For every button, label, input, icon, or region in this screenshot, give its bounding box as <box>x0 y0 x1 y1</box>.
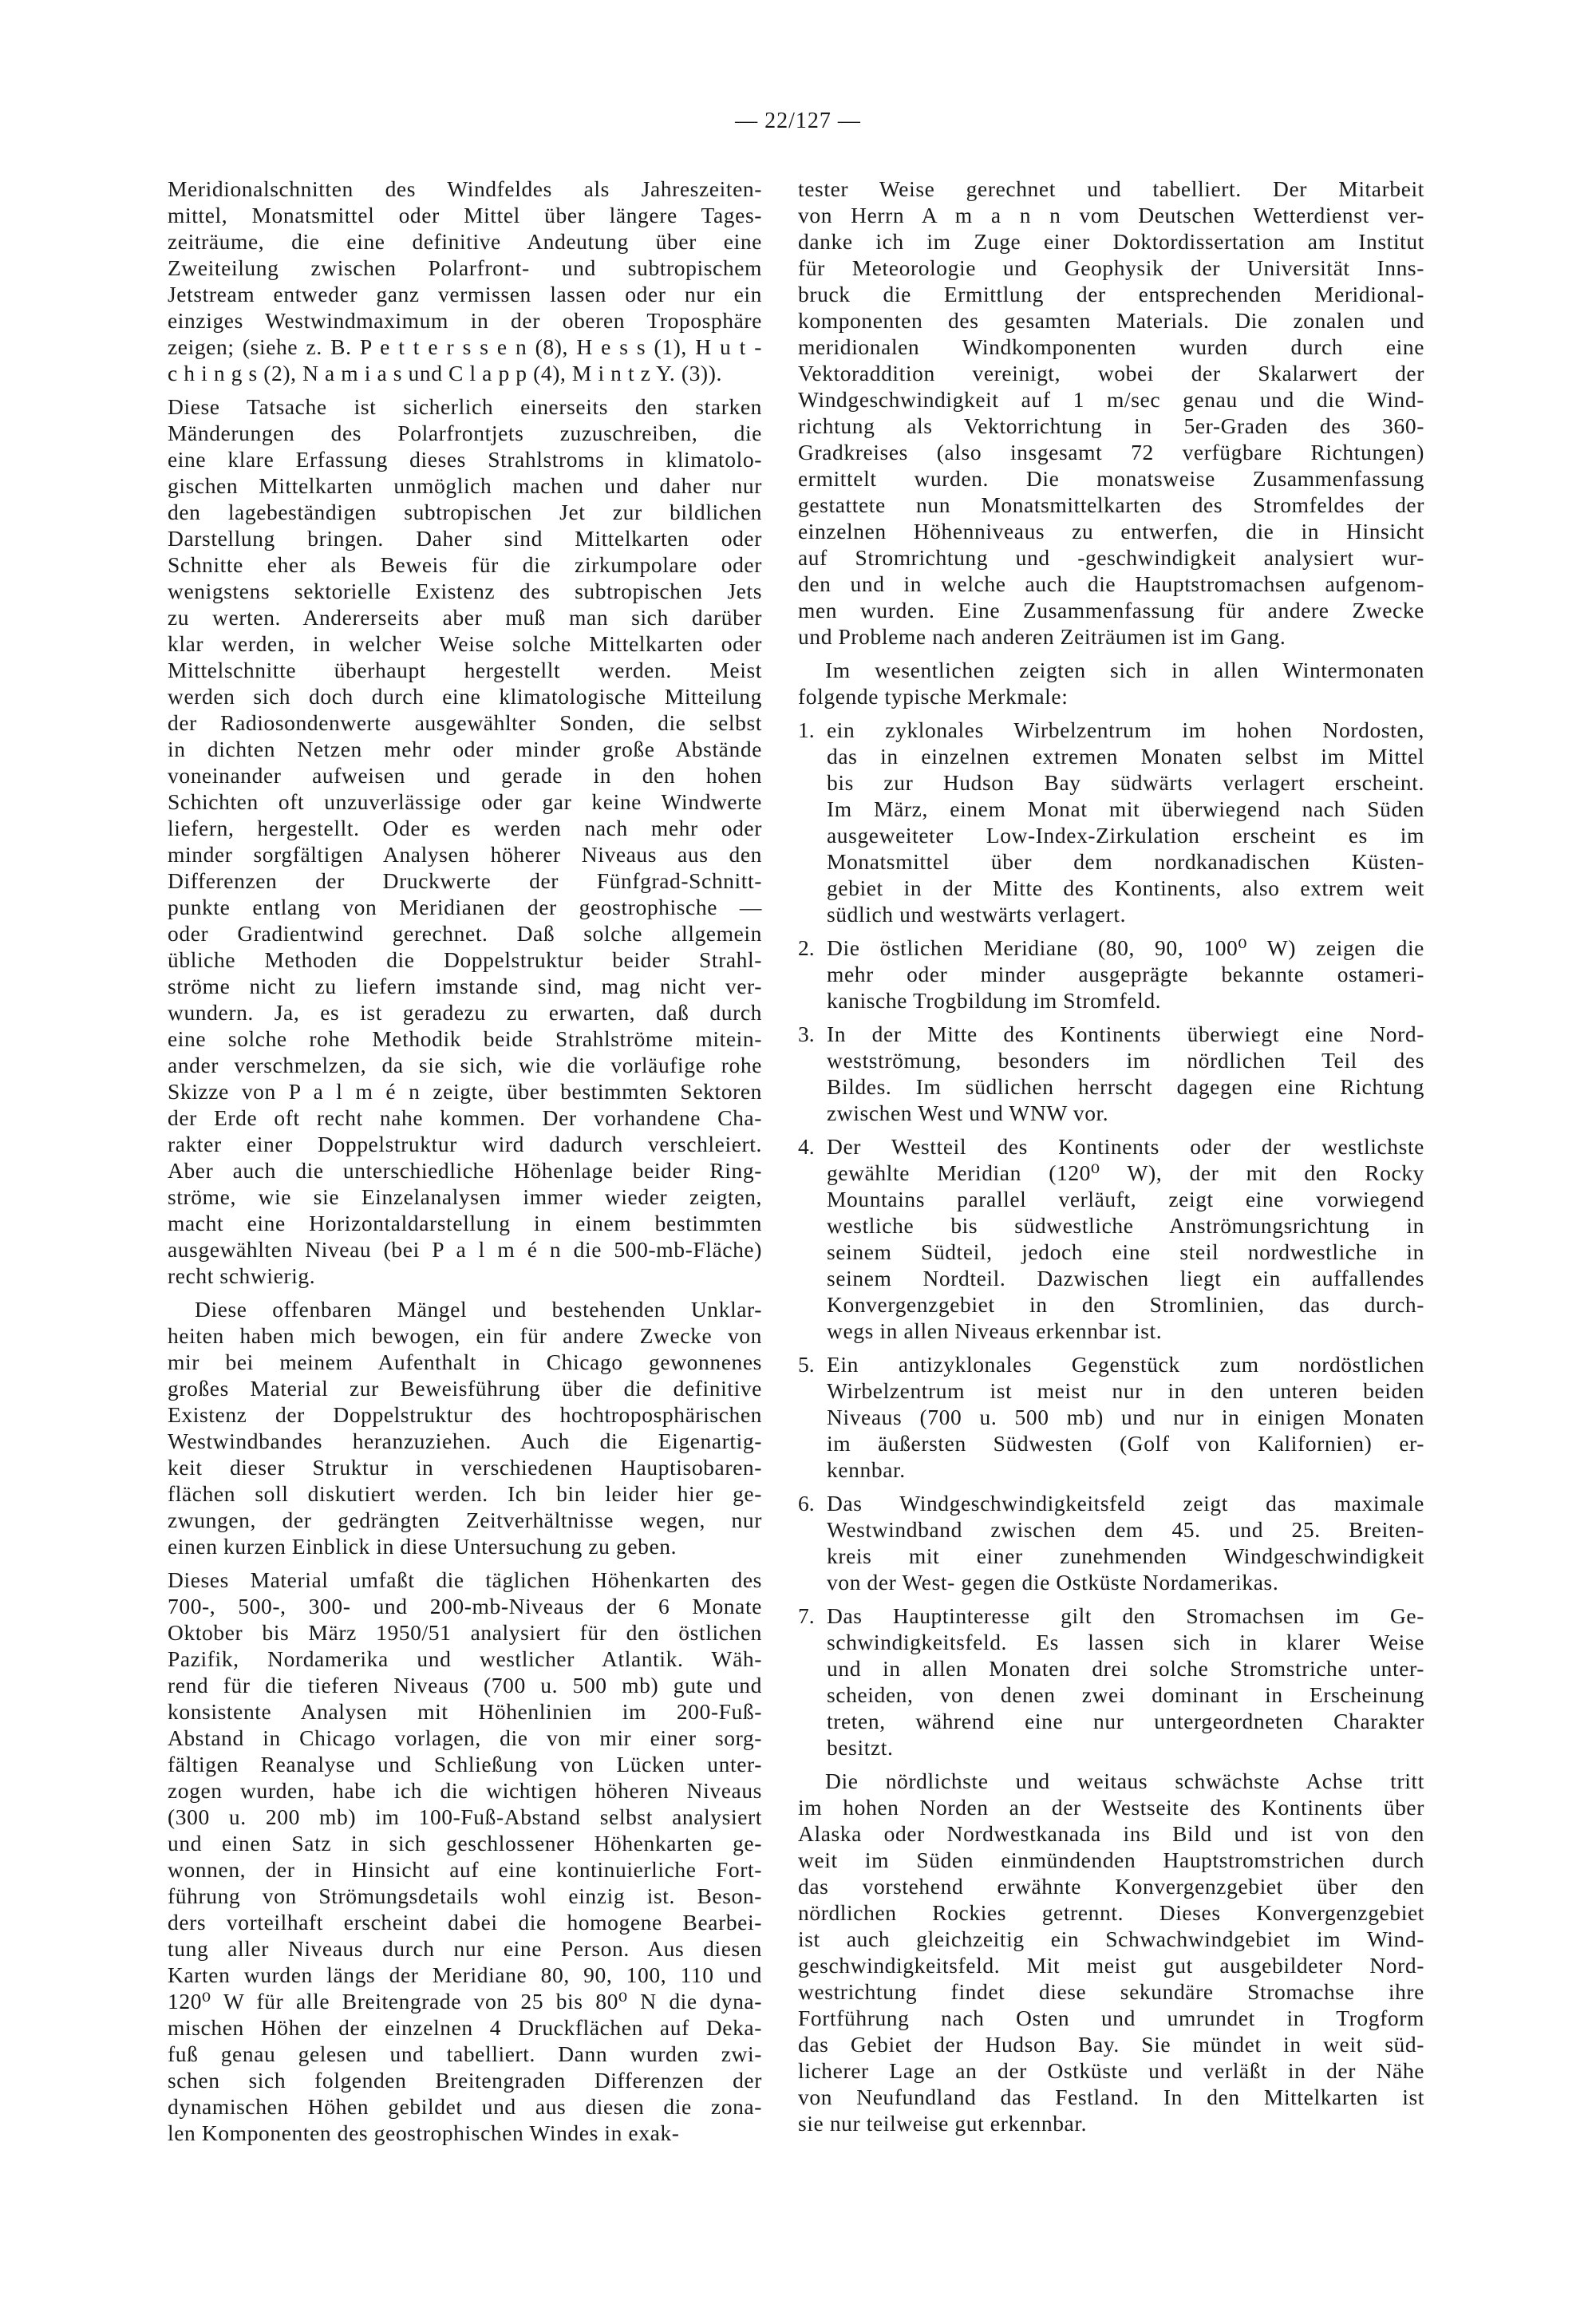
paragraph <box>798 657 1424 709</box>
text-line: kennbar. <box>827 1457 906 1482</box>
text-line: Oktober bis März 1950/51 analysiert für den östlichen <box>168 1620 762 1645</box>
text-line: wenigstens sektorielle Existenz des subtropischen Jets <box>168 579 762 603</box>
text-line: licherer Lage an der Ostküste und verläßt in der Nähe <box>798 2058 1424 2083</box>
right-column <box>798 176 1424 2144</box>
text-line: Mountains parallel verläuft, zeigt eine vorwiegend <box>827 1187 1424 1211</box>
text-line: tester Weise gerechnet und tabelliert. Der Mitarbeit <box>798 176 1424 201</box>
text-line: dynamischen Höhen gebildet und aus diesen die zona- <box>168 2094 762 2119</box>
text-line: zwischen West und WNW vor. <box>827 1101 1109 1125</box>
text-line: danke ich im Zuge einer Doktordissertation am Institut <box>798 229 1424 254</box>
list-item-number: 2. <box>798 935 815 960</box>
text-line: Windgeschwindigkeit auf 1 m/sec genau und die Wind- <box>798 387 1424 412</box>
text-line: mir bei meinem Aufenthalt in Chicago gewonnenes <box>168 1350 762 1374</box>
text-line: im hohen Norden an der Westseite des Kontinents über <box>798 1795 1424 1820</box>
text-line: das vorstehend erwähnte Konvergenzgebiet über den <box>798 1874 1424 1899</box>
text-line: Wirbelzentrum ist meist nur in den unteren beiden <box>827 1378 1424 1403</box>
list-item-number: 1. <box>798 717 815 742</box>
text-line: von Neufundland das Festland. In den Mittelkarten ist <box>798 2085 1424 2109</box>
text-line: kreis mit einer zunehmenden Windgeschwindigkeit <box>827 1543 1424 1568</box>
text-line: Abstand in Chicago vorlagen, die von mir einer sorg- <box>168 1725 762 1750</box>
text-line: Dieses Material umfaßt die täglichen Höhenkarten des <box>168 1567 762 1592</box>
list-item-number: 6. <box>798 1491 815 1516</box>
text-line: Mänderungen des Polarfrontjets zuzuschreiben, die <box>168 421 762 445</box>
text-line: tung aller Niveaus durch nur eine Person. Aus diesen <box>168 1936 762 1961</box>
text-line: von Herrn A m a n n vom Deutschen Wetterdienst ver- <box>798 203 1424 227</box>
text-line: Karten wurden längs der Meridiane 80, 90, 100, 110 und <box>168 1962 762 1987</box>
text-line: westströmung, besonders im nördlichen Teil des <box>827 1048 1424 1073</box>
text-line: Im März, einem Monat mit überwiegend nach Süden <box>827 796 1424 821</box>
text-line: Schnitte eher als Beweis für die zirkumpolare oder <box>168 552 762 577</box>
text-line: großes Material zur Beweisführung über die definitive <box>168 1376 762 1401</box>
text-line: wonnen, der in Hinsicht auf eine kontinuierliche Fort- <box>168 1857 762 1882</box>
text-line: besitzt. <box>827 1735 894 1760</box>
text-line: ders vorteilhaft erscheint dabei die homogene Bearbei- <box>168 1910 762 1935</box>
text-line: ermittelt wurden. Die monatsweise Zusammenfassung <box>798 466 1424 491</box>
text-line: zogen wurden, habe ich die wichtigen höheren Niveaus <box>168 1778 762 1803</box>
text-line: südlich und westwärts verlagert. <box>827 902 1127 927</box>
text-line: weit im Süden einmündenden Hauptstromstrichen durch <box>798 1848 1424 1872</box>
text-line: Im wesentlichen zeigten sich in allen Wintermonaten <box>825 658 1424 682</box>
text-line: fältigen Reanalyse und Schließung von Lücken unter- <box>168 1752 762 1776</box>
text-line: Das Windgeschwindigkeitsfeld zeigt das maximale <box>827 1491 1424 1516</box>
list-item <box>798 1603 1424 1761</box>
text-line: einzelnen Höhenniveaus zu entwerfen, die in Hinsicht <box>798 519 1424 543</box>
paragraph <box>168 1567 762 2146</box>
text-line: das Gebiet der Hudson Bay. Sie mündet in weit süd- <box>798 2032 1424 2057</box>
list-item <box>798 1351 1424 1483</box>
text-line: ausgewählten Niveau (bei P a l m é n die 500-mb-Fläche) <box>168 1237 762 1262</box>
text-line: einen kurzen Einblick in diese Untersuchung zu geben. <box>168 1534 678 1559</box>
text-line: Niveaus (700 u. 500 mb) und nur in einigen Monaten <box>827 1405 1424 1429</box>
text-line: kanische Trogbildung im Stromfeld. <box>827 988 1162 1013</box>
list-item <box>798 935 1424 1014</box>
text-line: 700-, 500-, 300- und 200-mb-Niveaus der 6 Monate <box>168 1594 762 1618</box>
list-item-number: 5. <box>798 1352 815 1377</box>
text-line: liefern, hergestellt. Oder es werden nach mehr oder <box>168 816 762 840</box>
text-line: von der West- gegen die Ostküste Nordamerikas. <box>827 1570 1279 1595</box>
text-line: Pazifik, Nordamerika und westlicher Atlantik. Wäh- <box>168 1646 762 1671</box>
text-line: zeigen; (siehe z. B. P e t t e r s s e n (8), H e s s (1), H u t - <box>168 334 762 359</box>
text-line: Westwindband zwischen dem 45. und 25. Breiten- <box>827 1517 1424 1542</box>
text-line: gischen Mittelkarten unmöglich machen und daher nur <box>168 473 762 498</box>
text-line: mischen Höhen der einzelnen 4 Druckflächen auf Deka- <box>168 2015 762 2040</box>
text-line: übliche Methoden die Doppelstruktur beider Strahl- <box>168 947 762 972</box>
text-line: Alaska oder Nordwestkanada ins Bild und ist von den <box>798 1821 1424 1846</box>
text-line: mehr oder minder ausgeprägte bekannte ostameri- <box>827 962 1424 986</box>
text-line: Differenzen der Druckwerte der Fünfgrad-Schnitt- <box>168 868 762 893</box>
text-line: eine solche rohe Methodik beide Strahlströme mitein- <box>168 1026 762 1051</box>
text-line: westliche bis südwestliche Anströmungsrichtung in <box>827 1213 1424 1238</box>
text-line: oder Gradientwind gerechnet. Daß solche allgemein <box>168 921 762 946</box>
text-line: eine klare Erfassung dieses Strahlstroms in klimatolo- <box>168 447 762 472</box>
text-line: das in einzelnen extremen Monaten selbst im Mittel <box>827 744 1424 769</box>
list-item-number: 7. <box>798 1603 815 1628</box>
text-line: treten, während eine nur untergeordneten Charakter <box>827 1709 1424 1733</box>
text-line: flächen soll diskutiert werden. Ich bin leider hier ge- <box>168 1481 762 1506</box>
text-line: bis zur Hudson Bay südwärts verlagert erscheint. <box>827 770 1424 795</box>
list-item <box>798 1133 1424 1344</box>
text-line: rakter einer Doppelstruktur wird dadurch verschleiert. <box>168 1132 762 1156</box>
text-line: Die östlichen Meridiane (80, 90, 100⁰ W) zeigen die <box>827 935 1424 960</box>
text-line: richtung als Vektorrichtung in 5er-Graden des 360- <box>798 413 1424 438</box>
text-line: Schichten oft unzuverlässige oder gar keine Windwerte <box>168 789 762 814</box>
paragraph <box>798 1768 1424 2136</box>
text-line: für Meteorologie und Geophysik der Universität Inns- <box>798 255 1424 280</box>
text-line: führung von Strömungsdetails wohl einzig ist. Beson- <box>168 1883 762 1908</box>
text-line: sie nur teilweise gut erkennbar. <box>798 2111 1088 2136</box>
text-line: Die nördlichste und weitaus schwächste Achse tritt <box>825 1769 1424 1793</box>
text-line: im äußersten Südwesten (Golf von Kalifornien) er- <box>827 1431 1424 1456</box>
text-line: zu werten. Andererseits aber muß man sich darüber <box>168 605 762 630</box>
text-line: gebiet in der Mitte des Kontinents, also extrem weit <box>827 875 1424 900</box>
text-line: westrichtung findet diese sekundäre Stromachse ihre <box>798 1979 1424 2004</box>
text-line: c h i n g s (2), N a m i a s und C l a p p (4), M i n t z Y. (3)). <box>168 361 722 385</box>
list-item <box>798 1021 1424 1126</box>
text-line: der Radiosondenwerte ausgewählter Sonden, die selbst <box>168 710 762 735</box>
text-line: ströme nicht zu liefern imstande sind, mag nicht ver- <box>168 974 762 998</box>
page-number: — 22/127 — <box>735 109 861 133</box>
text-line: nördlichen Rockies getrennt. Dieses Konvergenzgebiet <box>798 1900 1424 1925</box>
text-line: Zweiteilung zwischen Polarfront- und subtropischem <box>168 255 762 280</box>
text-line: klar werden, in welcher Weise solche Mittelkarten oder <box>168 631 762 656</box>
text-line: heiten haben mich bewogen, ein für andere Zwecke von <box>168 1323 762 1348</box>
text-line: 120⁰ W für alle Breitengrade von 25 bis 80⁰ N die dyna- <box>168 1989 762 2014</box>
text-line: Existenz der Doppelstruktur des hochtroposphärischen <box>168 1402 762 1427</box>
text-line: Fortführung nach Osten und umrundet in Trogform <box>798 2006 1424 2030</box>
paragraph <box>168 393 762 1289</box>
text-line: voneinander aufweisen und gerade in den hohen <box>168 763 762 788</box>
text-line: ander verschmelzen, da sie sich, wie die vorläufige rohe <box>168 1053 762 1077</box>
text-line: der Erde oft recht nahe kommen. Der vorhandene Cha- <box>168 1105 762 1130</box>
text-line: men wurden. Eine Zusammenfassung für andere Zwecke <box>798 598 1424 622</box>
text-line: den und in welche auch die Hauptstromachsen aufgenom- <box>798 571 1424 596</box>
text-line: ein zyklonales Wirbelzentrum im hohen Nordosten, <box>827 717 1424 742</box>
text-line: seinem Nordteil. Dazwischen liegt ein auffallendes <box>827 1266 1424 1290</box>
text-line: zwungen, der gedrängten Zeitverhältnisse wegen, nur <box>168 1508 762 1532</box>
text-line: keit dieser Struktur in verschiedenen Hauptisobaren- <box>168 1455 762 1480</box>
text-line: Konvergenzgebiet in den Stromlinien, das durch- <box>827 1292 1424 1317</box>
text-line: ist auch gleichzeitig ein Schwachwindgebiet im Wind- <box>798 1927 1424 1951</box>
text-line: den lagebeständigen subtropischen Jet zur bildlichen <box>168 500 762 524</box>
text-line: Diese Tatsache ist sicherlich einerseits den starken <box>168 394 762 419</box>
text-line: Diese offenbaren Mängel und bestehenden Unklar- <box>195 1297 762 1322</box>
text-line: Der Westteil des Kontinents oder der westlichste <box>827 1134 1424 1159</box>
left-column <box>168 176 762 2153</box>
text-line: Ein antizyklonales Gegenstück zum nordöstlichen <box>827 1352 1424 1377</box>
text-line: meridionalen Windkomponenten wurden durch eine <box>798 334 1424 359</box>
list-item-number: 4. <box>798 1134 815 1159</box>
paragraph <box>798 176 1424 650</box>
paragraph <box>168 176 762 386</box>
text-line: wegs in allen Niveaus erkennbar ist. <box>827 1318 1163 1343</box>
text-line: in dichten Netzen mehr oder minder große Abstände <box>168 737 762 761</box>
text-line: rend für die tieferen Niveaus (700 u. 500 mb) gute und <box>168 1673 762 1697</box>
text-line: Meridionalschnitten des Windfeldes als Jahreszeiten- <box>168 176 762 201</box>
text-line: len Komponenten des geostrophischen Windes in exak- <box>168 2120 680 2145</box>
text-line: mittel, Monatsmittel oder Mittel über längere Tages- <box>168 203 762 227</box>
text-line: Vektoraddition vereinigt, wobei der Skalarwert der <box>798 361 1424 385</box>
text-line: wundern. Ja, es ist geradezu zu erwarten, daß durch <box>168 1000 762 1025</box>
text-line: ausgeweiteter Low-Index-Zirkulation erscheint es im <box>827 823 1424 848</box>
text-line: Westwindbandes heranzuziehen. Auch die Eigenartig- <box>168 1429 762 1453</box>
text-line: Aber auch die unterschiedliche Höhenlage beider Ring- <box>168 1158 762 1183</box>
text-line: seinem Südteil, jedoch eine steil nordwestliche in <box>827 1239 1424 1264</box>
text-line: Jetstream entweder ganz vermissen lassen oder nur ein <box>168 282 762 306</box>
list-item-number: 3. <box>798 1022 815 1046</box>
text-line: konsistente Analysen mit Höhenlinien im 200-Fuß- <box>168 1699 762 1724</box>
text-line: auf Stromrichtung und -geschwindigkeit analysiert wur- <box>798 545 1424 570</box>
text-line: Mittelschnitte überhaupt hergestellt werden. Meist <box>168 658 762 682</box>
text-line: und Probleme nach anderen Zeiträumen ist im Gang. <box>798 624 1286 649</box>
text-line: In der Mitte des Kontinents überwiegt eine Nord- <box>827 1022 1424 1046</box>
text-line: und in allen Monaten drei solche Stromstriche unter- <box>827 1656 1424 1681</box>
text-line: geschwindigkeitsfeld. Mit meist gut ausgebildeter Nord- <box>798 1953 1424 1978</box>
text-line: folgende typische Merkmale: <box>798 684 1069 709</box>
text-line: gestattete nun Monatsmittelkarten des Stromfeldes der <box>798 492 1424 517</box>
text-line: macht eine Horizontaldarstellung in einem bestimmten <box>168 1211 762 1235</box>
text-line: einziges Westwindmaximum in der oberen Troposphäre <box>168 308 762 333</box>
text-line: gewählte Meridian (120⁰ W), der mit den Rocky <box>827 1160 1424 1185</box>
text-line: Das Hauptinteresse gilt den Stromachsen im Ge- <box>827 1603 1424 1628</box>
text-line: fuß genau gelesen und tabelliert. Dann wurden zwi- <box>168 2041 762 2066</box>
text-line: scheiden, von denen zwei dominant in Erscheinung <box>827 1682 1424 1707</box>
text-line: zeiträume, die eine definitive Andeutung über eine <box>168 229 762 254</box>
list-item <box>798 717 1424 927</box>
text-line: Gradkreises (also insgesamt 72 verfügbare Richtungen) <box>798 440 1424 464</box>
text-line: schen sich folgenden Breitengraden Differenzen der <box>168 2068 762 2093</box>
text-line: komponenten des gesamten Materials. Die zonalen und <box>798 308 1424 333</box>
text-line: minder sorgfältigen Analysen höherer Niveaus aus den <box>168 842 762 867</box>
text-line: recht schwierig. <box>168 1263 316 1288</box>
text-line: (300 u. 200 mb) im 100-Fuß-Abstand selbst analysiert <box>168 1804 762 1829</box>
text-line: werden sich doch durch eine klimatologische Mitteilung <box>168 684 762 709</box>
text-line: Monatsmittel über dem nordkanadischen Küsten- <box>827 849 1424 874</box>
text-line: Bildes. Im südlichen herrscht dagegen eine Richtung <box>827 1074 1424 1099</box>
text-line: und einen Satz in sich geschlossener Höhenkarten ge- <box>168 1831 762 1856</box>
text-line: ströme, wie sie Einzelanalysen immer wieder zeigten, <box>168 1184 762 1209</box>
text-line: punkte entlang von Meridianen der geostrophische — <box>168 895 762 919</box>
list-item <box>798 1490 1424 1595</box>
text-line: Skizze von P a l m é n zeigte, über bestimmten Sektoren <box>168 1079 762 1104</box>
text-line: bruck die Ermittlung der entsprechenden Meridional- <box>798 282 1424 306</box>
paragraph <box>168 1296 762 1559</box>
text-line: Darstellung bringen. Daher sind Mittelkarten oder <box>168 526 762 551</box>
text-line: schwindigkeitsfeld. Es lassen sich in klarer Weise <box>827 1630 1424 1654</box>
